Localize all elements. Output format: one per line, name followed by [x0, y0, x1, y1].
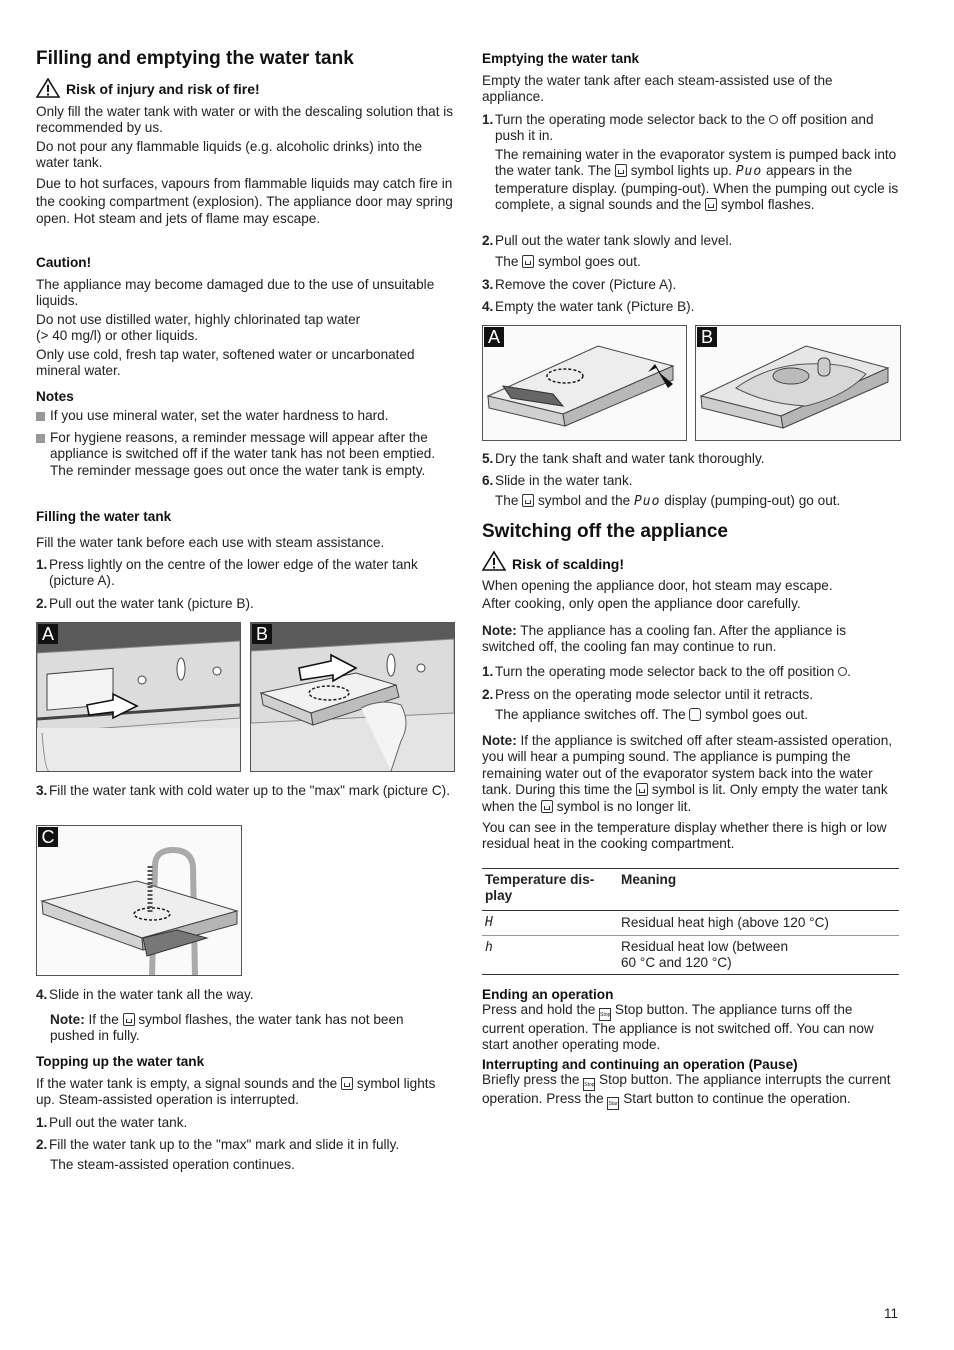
fill-step [36, 596, 456, 612]
section-heading-filling: Filling and emptying the water tank [36, 48, 354, 69]
detail-a: The [495, 493, 519, 508]
table-cell-display: H [485, 915, 494, 930]
pause-text-b: Stop button. The appliance interrupts the current operation. Press the [482, 1072, 891, 1106]
step-number: 2. [482, 687, 494, 702]
step-number: 2. [36, 596, 48, 611]
warning-text-2: Do not pour any flammable liquids (e.g. alcoholic drinks) into the water tank. [36, 139, 423, 171]
scald-text-2: After cooking, only open the appliance door carefully. [482, 596, 801, 611]
step-number: 3. [36, 783, 48, 798]
ending-text-b: Stop button. The appliance turns off the current operation. The appliance is not switched off. You can now start another operating mode. [482, 1002, 874, 1053]
empty-step-6-detail [495, 493, 840, 510]
off-position-icon [769, 115, 778, 124]
table-row [482, 936, 899, 975]
note-label: Note: [482, 623, 517, 638]
note-label: Note: [50, 1012, 85, 1027]
figure-b-pull-tank [250, 622, 455, 772]
water-tank-icon [705, 198, 717, 211]
water-tank-icon [522, 255, 534, 268]
power-indicator-icon [689, 708, 701, 721]
top-after: The steam-assisted operation continues. [50, 1157, 295, 1172]
detail-c: appears in the temperature display. (pumping-out). When the pumping out cycle is complete, a signal sounds and the [495, 163, 899, 213]
empty-step-1-a: Turn the operating mode selector back to the [495, 112, 766, 127]
warning-triangle-icon [482, 551, 506, 571]
notes-title: Notes [36, 389, 74, 404]
step-text: Pull out the water tank (picture B). [49, 596, 254, 611]
table-header-cell: Meaning [621, 872, 677, 887]
detail-b: symbol lights up. [630, 163, 732, 179]
detail-d: symbol flashes. [720, 197, 815, 213]
table-header-cell: Temperature dis- play [485, 872, 595, 904]
table-header [482, 868, 899, 911]
emptying-intro: Empty the water tank after each steam-assisted use of the appliance. [482, 73, 833, 105]
detail-b: symbol and the [538, 493, 631, 508]
step-text: Press lightly on the centre of the lower edge of the water tank (picture A). [49, 557, 418, 589]
emptying-title: Emptying the water tank [482, 51, 640, 66]
step-number: 1. [482, 112, 494, 127]
figure-a-remove-cover [482, 325, 687, 441]
step-number: 1. [36, 1115, 48, 1130]
step-text: Remove the cover (Picture A). [495, 277, 677, 292]
section-heading-switching-off: Switching off the appliance [482, 521, 728, 542]
warning-title: Risk of injury and risk of fire! [66, 81, 260, 97]
filling-title: Filling the water tank [36, 509, 172, 524]
figure-label: B [697, 327, 717, 347]
note-cooling-fan [482, 623, 898, 656]
step-text: Dry the tank shaft and water tank thoroughly. [495, 451, 765, 466]
ending-title: Ending an operation [482, 987, 614, 1002]
page-number: 11 [883, 1306, 898, 1321]
note-item: For hygiene reasons, a reminder message will appear after the appliance is switched off if the water tank has not been emptied. The reminder message goes out once the water tank is empty. [50, 430, 436, 478]
pause-title: Interrupting and continuing an operation (Pause) [482, 1057, 798, 1072]
step-number: 5. [482, 451, 494, 466]
bullet-icon [36, 434, 45, 443]
fill-note-text-b: symbol flashes, the water tank has not been pushed in fully. [50, 1012, 404, 1044]
note-pumping [482, 733, 898, 815]
fill-step [36, 987, 456, 1003]
stop-button-icon: Stop [599, 1008, 611, 1021]
caution-text-2a: Do not use distilled water, highly chlorinated tap water [36, 312, 361, 327]
caution-title: Caution! [36, 255, 92, 270]
note-text-a: If the appliance is switched off after steam-assisted operation, you will hear a pumping sound. The appliance is pumping the remaining water out of the evaporator system back into the water tank. During this time the [482, 733, 893, 798]
water-tank-icon [522, 494, 534, 507]
caution-text-2b: (> 40 mg/l) or other liquids. [36, 328, 199, 343]
step-number: 1. [482, 664, 494, 679]
figure-label: B [252, 624, 272, 644]
step-text: Empty the water tank (Picture B). [495, 299, 695, 314]
empty-step-2-detail [495, 254, 641, 270]
note-label: Note: [482, 733, 517, 748]
fill-note-text-a: If the [88, 1012, 119, 1027]
step-text: Slide in the water tank all the way. [49, 987, 254, 1002]
fill-step [36, 557, 456, 590]
residual-heat-table [482, 868, 899, 975]
note-item: If you use mineral water, set the water hardness to hard. [50, 408, 389, 423]
detail-b: symbol goes out. [538, 254, 641, 269]
ending-text-a: Press and hold the [482, 1002, 596, 1017]
topping-text [36, 1076, 454, 1109]
switch-step: 1. Turn the operating mode selector back to the off position . [482, 664, 851, 679]
step-number: 3. [482, 277, 494, 292]
step-number: 6. [482, 473, 494, 488]
warning-text-3: Due to hot surfaces, vapours from flammable liquids may catch fire in the cooking compartment (explosion). The appliance door may spring open. Hot steam and jets of flame may escape. [36, 176, 453, 226]
figure-b-empty-tank [695, 325, 901, 441]
step-text: Turn the operating mode selector back to the off position [495, 664, 835, 679]
detail-a: The remaining water in the evaporator system is pumped back into the water tank. The [495, 147, 897, 179]
detail-a: The [495, 254, 519, 269]
start-button-icon: Start [607, 1097, 619, 1110]
step-number: 4. [482, 299, 494, 314]
topping-text-a: If the water tank is empty, a signal sounds and the [36, 1076, 338, 1091]
step-number: 2. [482, 233, 494, 248]
note-text-c: symbol is no longer lit. [556, 798, 692, 814]
warning-scald [482, 553, 898, 573]
pause-text-c: Start button to continue the operation. [623, 1091, 851, 1106]
scald-text-1: When opening the appliance door, hot steam may escape. [482, 578, 833, 593]
table-cell-meaning: Residual heat low (between 60 °C and 120 °C) [621, 939, 789, 971]
empty-step-1-detail [495, 147, 899, 214]
ending-text [482, 1002, 898, 1054]
empty-step [482, 473, 898, 489]
water-tank-icon [123, 1013, 135, 1026]
figure-label: A [484, 327, 504, 347]
pause-text [482, 1072, 898, 1110]
residual-heat-text: You can see in the temperature display whether there is high or low residual heat in the cooking compartment. [482, 820, 887, 852]
top-step [36, 1137, 456, 1153]
detail-b: symbol goes out. [705, 707, 809, 722]
water-tank-icon [636, 783, 648, 796]
switch-step-2-detail [495, 707, 808, 723]
step-text: Fill the water tank up to the "max" mark and slide it in fully. [49, 1137, 400, 1152]
fill-note [50, 1012, 450, 1045]
top-step [36, 1115, 456, 1131]
caution-text-1: The appliance may become damaged due to the use of unsuitable liquids. [36, 277, 435, 309]
step-number: 4. [36, 987, 48, 1002]
water-tank-icon [541, 800, 553, 813]
pumping-out-display: Puo [633, 494, 661, 509]
step-text: Fill the water tank with cold water up to the "max" mark (picture C). [49, 783, 450, 798]
pumping-out-display: Puo [735, 164, 763, 180]
empty-step [482, 277, 898, 293]
detail-a: The appliance switches off. The [495, 707, 686, 722]
table-row [482, 911, 899, 936]
warning-title: Risk of scalding! [512, 556, 625, 572]
topping-text-b: symbol lights up. Steam-assisted operation is interrupted. [36, 1076, 436, 1108]
warning-triangle-icon [36, 78, 60, 98]
figure-c-fill-tank [36, 825, 242, 976]
switch-step [482, 687, 898, 703]
filling-intro: Fill the water tank before each use with steam assistance. [36, 535, 385, 550]
empty-step-1-b: off position and push it in. [495, 112, 874, 144]
figure-label: C [38, 827, 58, 847]
warning-text-1: Only fill the water tank with water or with the descaling solution that is recommended by us. [36, 104, 454, 136]
water-tank-icon [615, 164, 627, 177]
pause-text-a: Briefly press the [482, 1072, 580, 1087]
bullet-icon [36, 412, 45, 421]
table-cell-meaning: Residual heat high (above 120 °C) [621, 915, 829, 930]
empty-step [482, 299, 898, 315]
note-text: The appliance has a cooling fan. After the appliance is switched off, the cooling fan may continue to run. [482, 623, 846, 655]
table-cell-display: h [485, 940, 494, 955]
fill-step [36, 783, 456, 799]
step-text: Slide in the water tank. [495, 473, 633, 488]
figure-label: A [38, 624, 58, 644]
step-text: Press on the operating mode selector until it retracts. [495, 687, 814, 702]
empty-step [482, 451, 898, 467]
figure-a-press-tank [36, 622, 241, 772]
empty-step [482, 233, 898, 249]
off-position-icon [838, 667, 847, 676]
detail-c: display (pumping-out) go out. [664, 493, 841, 508]
step-text: Pull out the water tank. [49, 1115, 188, 1130]
caution-text-3: Only use cold, fresh tap water, softened water or uncarbonated mineral water. [36, 347, 415, 379]
step-number: 1. [36, 557, 48, 572]
step-text: Pull out the water tank slowly and level. [495, 233, 733, 248]
empty-step [482, 112, 898, 145]
note-text-b: symbol is lit. Only empty the water tank when the [482, 782, 888, 814]
stop-button-icon: Stop [583, 1078, 595, 1091]
water-tank-icon [341, 1077, 353, 1090]
step-number: 2. [36, 1137, 48, 1152]
topping-title: Topping up the water tank [36, 1054, 205, 1069]
